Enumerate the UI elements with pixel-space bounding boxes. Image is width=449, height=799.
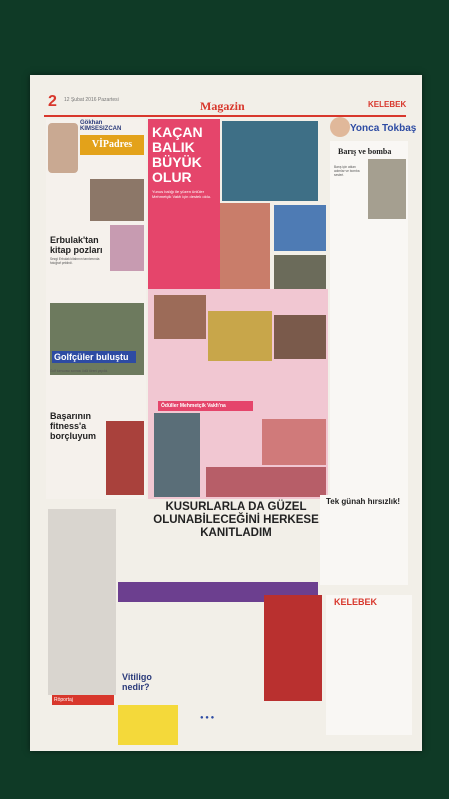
story-title-2: Golfçüler buluştu [52, 351, 136, 363]
page-number: 2 [48, 93, 57, 110]
golf-photo [50, 303, 144, 375]
side-box [320, 495, 408, 585]
feature-subheadline: Ödüller Mehmetçik Vakfı'na [158, 401, 253, 411]
fitness-photo [106, 421, 144, 495]
masthead-box [326, 595, 412, 735]
decorative-dots: ● ● ● [200, 715, 215, 721]
crowd-photo [208, 311, 272, 361]
story-title-1: Erbulak'tan kitap pozları [50, 235, 103, 255]
model-photo [48, 509, 116, 695]
fish-photo [154, 295, 206, 339]
masthead-title: KELEBEK [334, 597, 378, 607]
award-photo [262, 419, 326, 465]
man-photo [274, 205, 326, 251]
newspaper-page [30, 75, 422, 751]
dolphin-photo [222, 121, 318, 201]
team-photo [154, 413, 200, 497]
bottom-headline: KUSURLARLA DA GÜZEL OLUNABİLECEĞİNİ HERKESE KANITLADIM [153, 501, 319, 539]
feature-headline: KAÇAN BALIK BÜYÜK OLUR [152, 124, 203, 185]
red-dress-photo [264, 595, 322, 701]
group2-photo [274, 315, 326, 359]
date-line: 12 Şubat 2016 Pazartesi [64, 97, 119, 103]
side-box-title: Tek günah hırsızlık! [326, 497, 401, 506]
story-body-1: Sezgi Erbulak kitabının tanıtımında fotoğraf çektirdi. [50, 257, 100, 265]
column-right-body: Barış için atılan adımlar ve bomba sesleri. [334, 165, 360, 177]
story-body-2: Golf turnuvası sonrası ödül töreni yapıldı. [50, 369, 109, 373]
woman-photo [110, 225, 144, 271]
section-title: Magazin [200, 99, 245, 113]
birds-photo [368, 159, 406, 219]
column-right-title: Barış ve bomba [338, 147, 392, 156]
group-photo [90, 179, 144, 221]
feature-lede: Yunus balığı ile yüzen ünlüler Mehmetçik Vakfı için destek oldu. [152, 189, 212, 199]
columnist-avatar [330, 117, 350, 137]
header-rule [44, 115, 406, 117]
yellow-box [118, 705, 178, 745]
kelebek-logo: KELEBEK [368, 100, 407, 109]
vitiligo-title: Vitiligo nedir? [122, 672, 152, 692]
columnist-right-name: Yonca Tokbaş [350, 123, 417, 134]
woman-swimsuit-photo [220, 203, 270, 303]
column-title: VİPadres [80, 135, 144, 155]
byline: Röportaj [52, 695, 114, 705]
story-title-3: Başarının fitness'a borçluyum [50, 411, 97, 441]
event-photo [206, 467, 326, 497]
columnist-name: Gökhan KIMSESIZCAN [80, 120, 122, 132]
columnist-photo [48, 123, 78, 173]
